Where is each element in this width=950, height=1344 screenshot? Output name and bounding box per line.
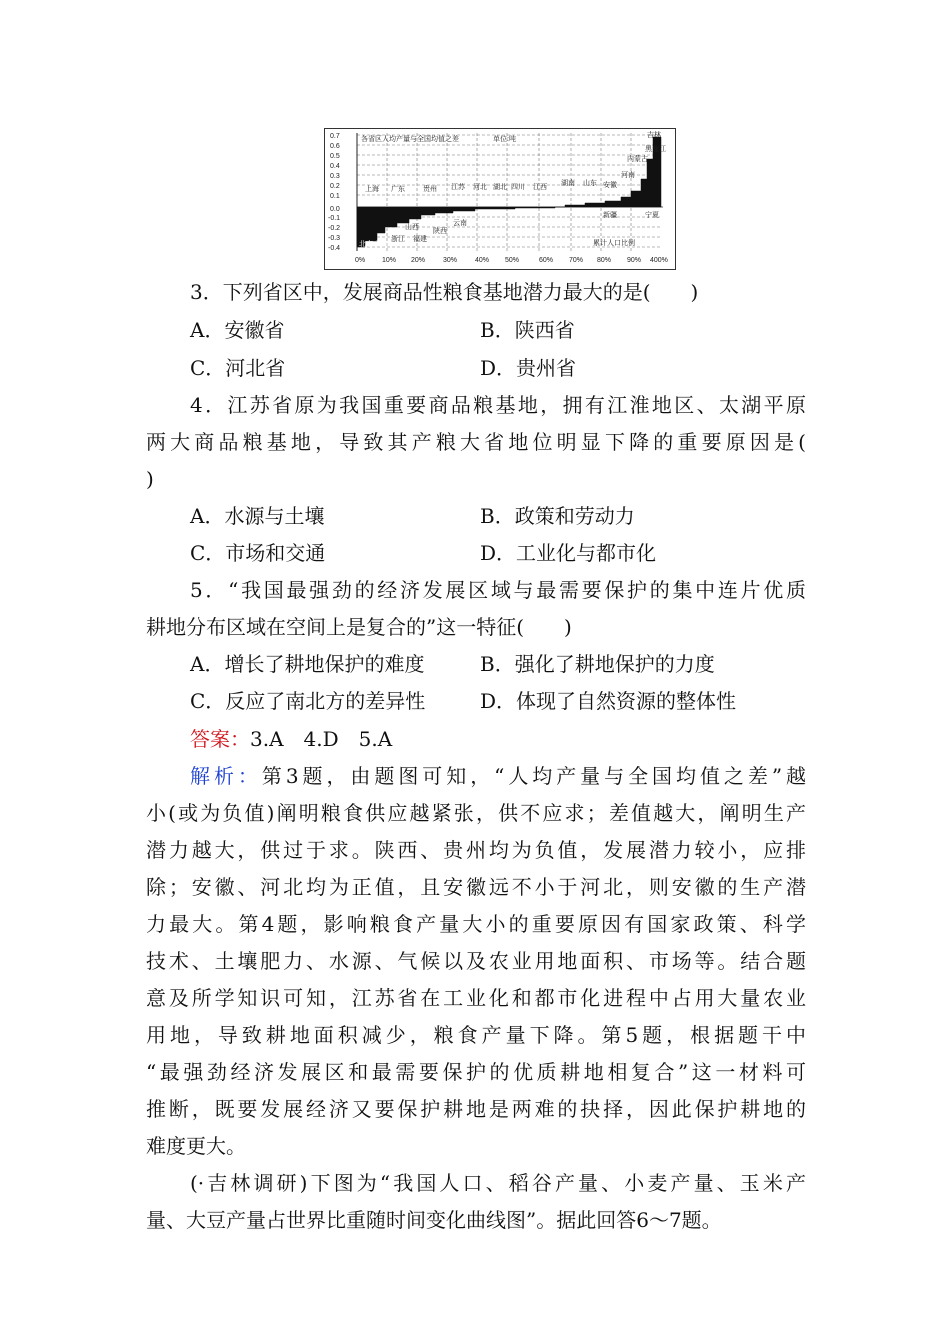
x-tick: 30%	[443, 257, 458, 264]
analysis-line1	[190, 763, 806, 789]
label-guizhou: 贵州	[423, 186, 437, 193]
q4-stem-line1: 4．江苏省原为我国重要商品粮基地，拥有江淮地区、太湖平原	[190, 393, 806, 417]
label-ningxia: 宁夏	[645, 212, 659, 219]
next-intro-line1: (·吉林调研)下图为“我国人口、稻谷产量、小麦产量、玉米产	[190, 1171, 806, 1195]
analysis-line10: 推断，既要发展经济又要保护耕地是两难的抉择，因此保护耕地的	[146, 1097, 806, 1121]
label-xinjiang: 新疆	[603, 212, 617, 219]
x-tick: 50%	[505, 257, 520, 264]
q5-option-b: B．强化了耕地保护的力度	[480, 652, 715, 676]
x-tick: 40%	[475, 257, 490, 264]
q5-stem-line1: 5．“我国最强劲的经济发展区域与最需要保护的集中连片优质	[190, 578, 806, 602]
q4-option-a: A．水源与土壤	[190, 504, 325, 528]
label-shanghai: 上海	[365, 186, 379, 193]
y-tick: 0.5	[330, 153, 340, 160]
x-tick: 70%	[569, 257, 584, 264]
y-tick: 0.0	[330, 206, 340, 213]
answer	[190, 726, 392, 752]
q4-stem-line2: 两大商品粮基地，导致其产粮大省地位明显下降的重要原因是(	[146, 430, 806, 454]
x-tick: 0%	[355, 257, 366, 264]
x-axis-note: 累计人口比例	[593, 240, 635, 247]
analysis-line3: 潜力越大，供过于求。陕西、贵州均为负值，发展潜力较小，应排	[146, 838, 806, 862]
analysis-line11: 难度更大。	[146, 1134, 246, 1158]
q3-option-a: A．安徽省	[190, 318, 285, 342]
y-tick: -0.4	[328, 245, 341, 252]
label-jilin: 吉林	[647, 132, 661, 139]
q4-stem-line3: )	[146, 467, 154, 491]
x-tick: 20%	[411, 257, 426, 264]
label-fujian: 福建	[413, 236, 427, 243]
label-henan: 河南	[621, 172, 635, 179]
next-intro-line2: 量、大豆产量占世界比重随时间变化曲线图”。据此回答6～7题。	[146, 1208, 722, 1232]
x-tick: 400%	[650, 257, 668, 264]
label-hunan: 湖南	[561, 180, 575, 187]
q5-option-a: A．增长了耕地保护的难度	[190, 652, 425, 676]
x-tick: 10%	[382, 257, 397, 264]
analysis-label: 解析：	[190, 764, 262, 788]
label-shandong: 山东	[583, 180, 597, 187]
grain-difference-figure	[324, 128, 676, 270]
q5-option-d: D．体现了自然资源的整体性	[480, 689, 737, 713]
label-shaanxi: 陕西	[433, 228, 447, 235]
y-tick: 0.4	[330, 163, 340, 170]
analysis-line4: 除；安徽、河北均为正值，且安徽远不小于河北，则安徽的生产潜	[146, 875, 806, 899]
y-tick: 0.7	[330, 133, 340, 140]
label-jiangxi: 江西	[533, 184, 547, 191]
answer-text: 3.A 4.D 5.A	[250, 727, 393, 751]
analysis-line2: 小(或为负值)阐明粮食供应越紧张，供不应求；差值越大，阐明生产	[146, 801, 806, 825]
y-tick: -0.2	[328, 225, 341, 232]
label-shanxi: 山西	[405, 224, 419, 231]
label-sichuan: 四川	[511, 184, 525, 191]
y-tick: 0.2	[330, 183, 340, 190]
label-hubei: 湖北	[493, 184, 507, 191]
q4-option-d: D．工业化与都市化	[480, 541, 657, 565]
label-hebei: 河北	[473, 184, 487, 191]
y-tick: 0.6	[330, 143, 340, 150]
label-anhui: 安徽	[603, 182, 617, 189]
analysis-line7: 意及所学知识可知，江苏省在工业化和都市化进程中占用大量农业	[146, 986, 806, 1010]
label-yunnan: 云南	[453, 220, 467, 227]
label-jiangsu: 江苏	[451, 184, 465, 191]
q3-option-d: D．贵州省	[480, 356, 577, 380]
label-zhejiang: 浙江	[391, 236, 405, 243]
x-tick: 90%	[627, 257, 642, 264]
x-tick: 60%	[539, 257, 554, 264]
y-tick: -0.1	[328, 215, 341, 222]
q4-option-b: B．政策和劳动力	[480, 504, 635, 528]
q3-stem: 3．下列省区中，发展商品性粮食基地潜力最大的是( )	[190, 280, 699, 304]
label-beijing-tianjin: 北京 天津	[359, 241, 389, 248]
q5-option-c: C．反应了南北方的差异性	[190, 689, 426, 713]
label-guangdong: 广东	[391, 186, 405, 193]
y-tick: -0.3	[328, 235, 341, 242]
label-neimenggu: 内蒙古	[627, 156, 648, 163]
q4-option-c: C．市场和交通	[190, 541, 326, 565]
q3-option-b: B．陕西省	[480, 318, 575, 342]
analysis-line8: 用地，导致耕地面积减少，粮食产量下降。第5题，根据题干中	[146, 1023, 806, 1047]
q5-stem-line2: 耕地分布区域在空间上是复合的”这一特征( )	[146, 615, 572, 639]
analysis-line9: “最强劲经济发展区和最需要保护的优质耕地相复合”这一材料可	[146, 1060, 806, 1084]
x-tick: 80%	[597, 257, 612, 264]
y-tick: 0.1	[330, 193, 340, 200]
figure-title: 各省区人均产量与全国均值之差	[361, 136, 459, 143]
y-tick: 0.3	[330, 173, 340, 180]
analysis-text-1: 第3题，由题图可知，“人均产量与全国均值之差”越	[261, 764, 806, 788]
q3-option-c: C．河北省	[190, 356, 286, 380]
analysis-line6: 技术、土壤肥力、水源、气候以及农业用地面积、市场等。结合题	[146, 949, 806, 973]
analysis-line5: 力最大。第4题，影响粮食产量大小的重要原因有国家政策、科学	[146, 912, 806, 936]
figure-unit: 单位:吨	[493, 136, 516, 143]
answer-label: 答案：	[190, 727, 250, 751]
figure-svg	[325, 129, 675, 269]
label-heilongjiang: 黑龙江	[645, 146, 666, 153]
